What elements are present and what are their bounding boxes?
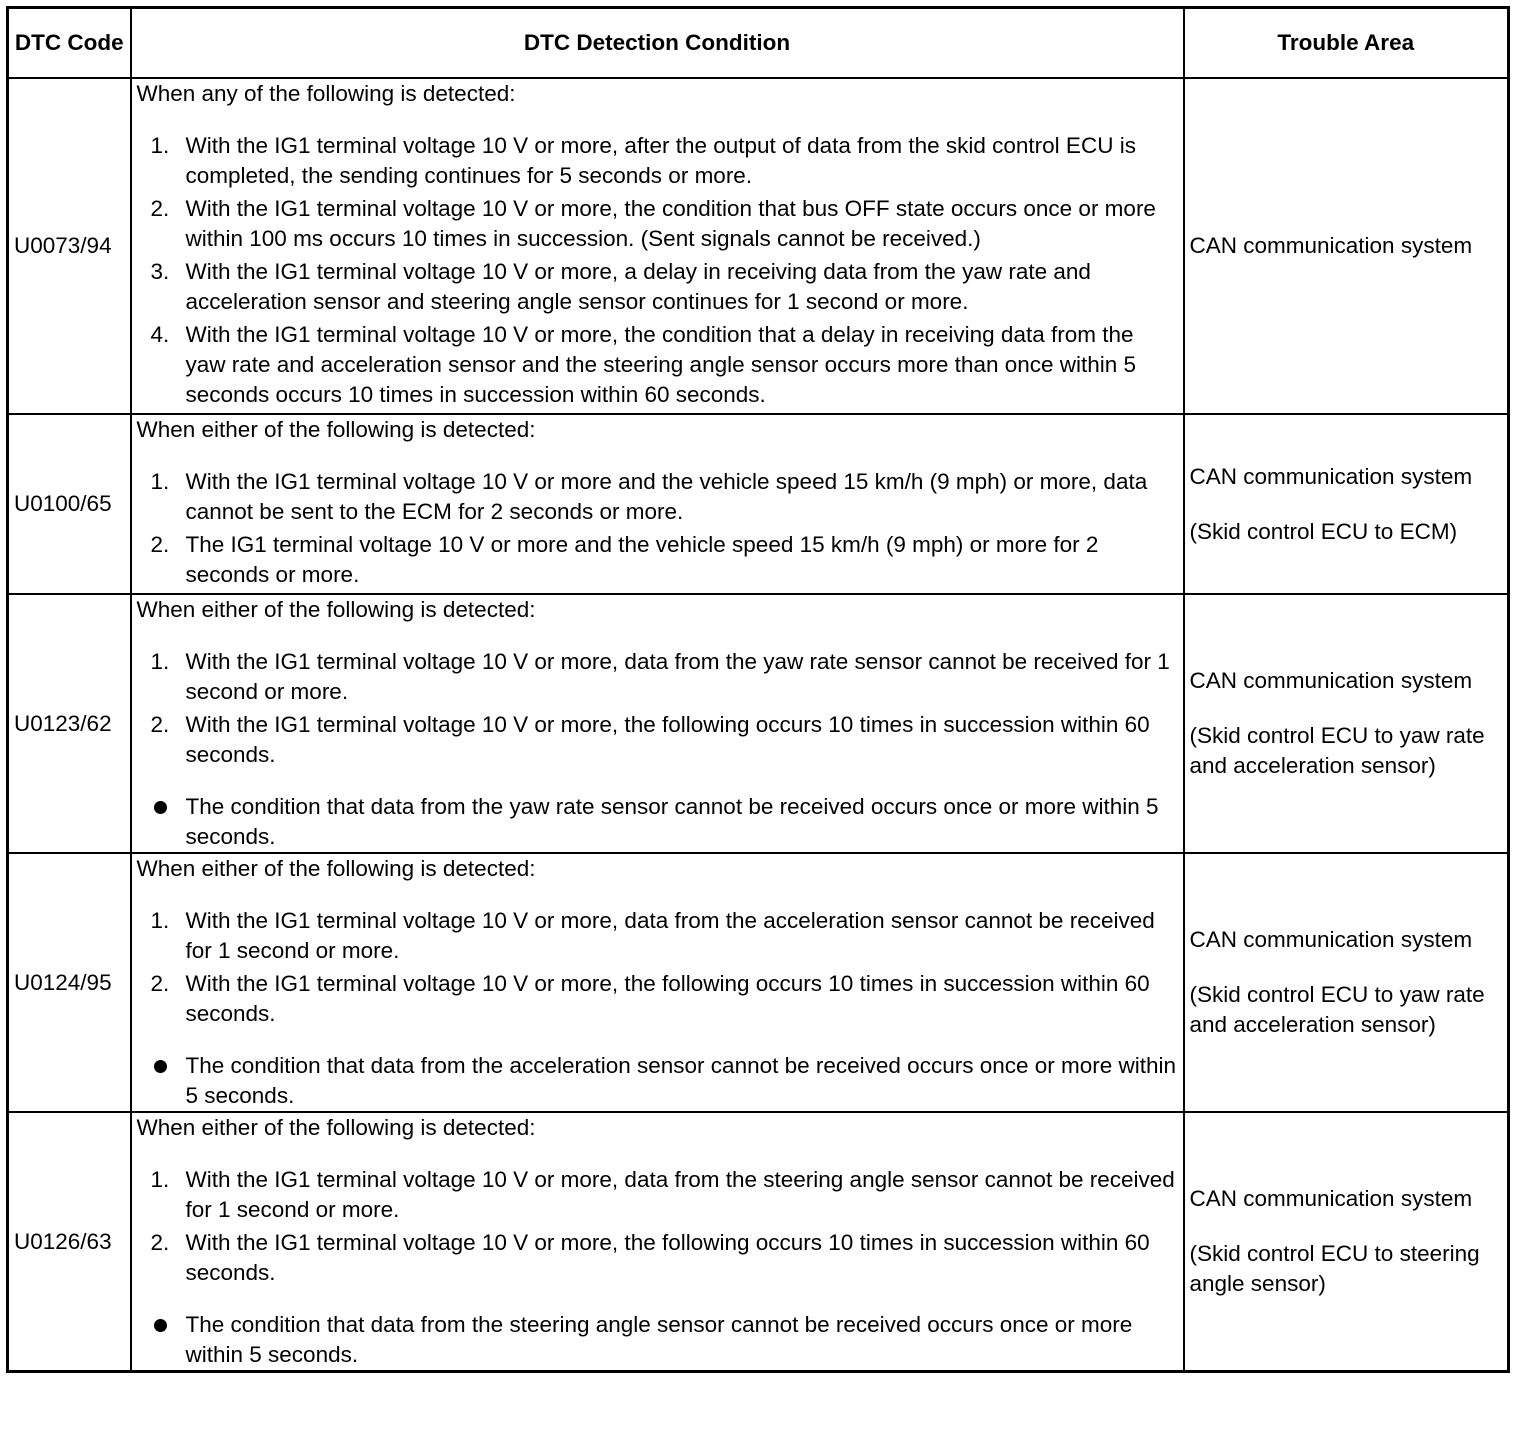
dtc-table <box>6 6 1510 1373</box>
list-item-number: 2. <box>150 196 170 221</box>
trouble-area-text: CAN communication system <box>1189 668 1473 693</box>
table-row <box>8 1112 1509 1372</box>
bullet-text: The condition that data from the steering angle sensor cannot be received occurs once or more within 5 seconds. <box>185 1312 1133 1367</box>
detection-condition <box>131 78 1184 414</box>
list-item-number: 2. <box>150 971 170 996</box>
bullet-text: The condition that data from the yaw rate sensor cannot be received occurs once or more within 5 seconds. <box>185 794 1159 849</box>
list-item-number: 1. <box>150 469 170 494</box>
list-item-text: With the IG1 terminal voltage 10 V or more, a delay in receiving data from the yaw rate and acceleration sensor and steering angle sensor continues for 1 second or more. <box>185 259 1091 314</box>
trouble-area-text: (Skid control ECU to steering angle sensor) <box>1189 1241 1480 1296</box>
list-item <box>137 1228 1178 1288</box>
trouble-area <box>1184 1112 1509 1372</box>
list-item-number: 4. <box>150 322 170 347</box>
dtc-code: U0124/95 <box>8 853 131 1112</box>
list-item <box>137 906 1178 966</box>
bullet-text: The condition that data from the acceleration sensor cannot be received occurs once or more within 5 seconds. <box>185 1053 1177 1108</box>
list-item-number: 2. <box>150 1230 170 1255</box>
list-item <box>137 194 1178 254</box>
list-item-text: With the IG1 terminal voltage 10 V or more, the following occurs 10 times in succession within 60 seconds. <box>185 1230 1150 1285</box>
detection-condition <box>131 853 1184 1112</box>
header-row <box>8 8 1509 79</box>
list-item-text: With the IG1 terminal voltage 10 V or more, data from the steering angle sensor cannot be received for 1 second or more. <box>185 1167 1175 1222</box>
trouble-area-text: (Skid control ECU to yaw rate and acceleration sensor) <box>1189 723 1485 778</box>
trouble-area-text: (Skid control ECU to yaw rate and acceleration sensor) <box>1189 982 1485 1037</box>
trouble-area <box>1184 414 1509 594</box>
detection-condition <box>131 594 1184 853</box>
detection-condition <box>131 414 1184 594</box>
bullet-dot-icon <box>154 801 167 814</box>
dtc-code: U0100/65 <box>8 414 131 594</box>
list-item-text: With the IG1 terminal voltage 10 V or more, the condition that bus OFF state occurs once or more within 100 ms occurs 10 times in succession. (Sent signals cannot be received.) <box>185 196 1156 251</box>
trouble-area-text: CAN communication system <box>1189 463 1473 489</box>
list-item-text: With the IG1 terminal voltage 10 V or more, data from the yaw rate sensor cannot be received for 1 second or more. <box>185 649 1170 704</box>
dtc-code: U0123/62 <box>8 594 131 853</box>
list-item <box>137 530 1178 590</box>
bullet-item <box>137 792 1178 852</box>
list-item-text: With the IG1 terminal voltage 10 V or more, the condition that a delay in receiving data from the yaw rate and acceleration sensor and the steering angle sensor occurs more than once within 5 seconds occurs 10 times in succession within 60 seconds. <box>185 322 1137 407</box>
condition-list <box>137 467 1178 590</box>
list-item <box>137 257 1178 317</box>
list-item <box>137 131 1178 191</box>
list-item <box>137 647 1178 707</box>
trouble-area-text: (Skid control ECU to ECM) <box>1189 518 1458 544</box>
bullet-dot-icon <box>154 1319 167 1332</box>
bullet-item <box>137 1051 1178 1111</box>
condition-list <box>137 1165 1178 1288</box>
list-item-text: With the IG1 terminal voltage 10 V or more, after the output of data from the skid control ECU is completed, the sending continues for 5 seconds or more. <box>185 133 1136 188</box>
table-row <box>8 594 1509 853</box>
condition-intro: When any of the following is detected: <box>136 81 516 106</box>
condition-intro: When either of the following is detected: <box>136 417 536 442</box>
trouble-area <box>1184 853 1509 1112</box>
list-item-text: With the IG1 terminal voltage 10 V or more, data from the acceleration sensor cannot be received for 1 second or more. <box>185 908 1155 963</box>
list-item <box>137 320 1178 410</box>
header-dtc-code: DTC Code <box>8 8 131 79</box>
list-item-number: 2. <box>150 532 170 557</box>
list-item <box>137 1165 1178 1225</box>
list-item-text: With the IG1 terminal voltage 10 V or more and the vehicle speed 15 km/h (9 mph) or more, data cannot be sent to the ECM for 2 seconds or more. <box>185 469 1148 524</box>
header-detection-condition: DTC Detection Condition <box>131 8 1184 79</box>
condition-list <box>137 906 1178 1029</box>
list-item <box>137 969 1178 1029</box>
trouble-area-text: CAN communication system <box>1189 233 1473 258</box>
dtc-code: U0126/63 <box>8 1112 131 1372</box>
bullet-dot-icon <box>154 1060 167 1073</box>
trouble-area-text: CAN communication system <box>1189 1186 1473 1211</box>
table-row <box>8 78 1509 414</box>
list-item-number: 1. <box>150 1167 170 1192</box>
trouble-area <box>1184 594 1509 853</box>
list-item-text: With the IG1 terminal voltage 10 V or more, the following occurs 10 times in succession within 60 seconds. <box>185 712 1150 767</box>
dtc-code: U0073/94 <box>8 78 131 414</box>
bullet-item <box>137 1310 1178 1370</box>
list-item <box>137 467 1178 527</box>
list-item-number: 1. <box>150 133 170 158</box>
condition-list <box>137 647 1178 770</box>
detection-condition <box>131 1112 1184 1372</box>
condition-intro: When either of the following is detected: <box>136 856 536 881</box>
condition-intro: When either of the following is detected: <box>136 597 536 622</box>
table-row <box>8 414 1509 594</box>
list-item-number: 1. <box>150 908 170 933</box>
trouble-area-text: CAN communication system <box>1189 927 1473 952</box>
header-trouble-area: Trouble Area <box>1184 8 1509 79</box>
list-item-number: 1. <box>150 649 170 674</box>
list-item-number: 2. <box>150 712 170 737</box>
condition-intro: When either of the following is detected: <box>136 1115 536 1140</box>
table-row <box>8 853 1509 1112</box>
list-item-text: With the IG1 terminal voltage 10 V or more, the following occurs 10 times in succession within 60 seconds. <box>185 971 1150 1026</box>
list-item-number: 3. <box>150 259 170 284</box>
list-item-text: The IG1 terminal voltage 10 V or more and the vehicle speed 15 km/h (9 mph) or more for 2 seconds or more. <box>185 532 1099 587</box>
list-item <box>137 710 1178 770</box>
trouble-area <box>1184 78 1509 414</box>
condition-list <box>137 131 1178 410</box>
